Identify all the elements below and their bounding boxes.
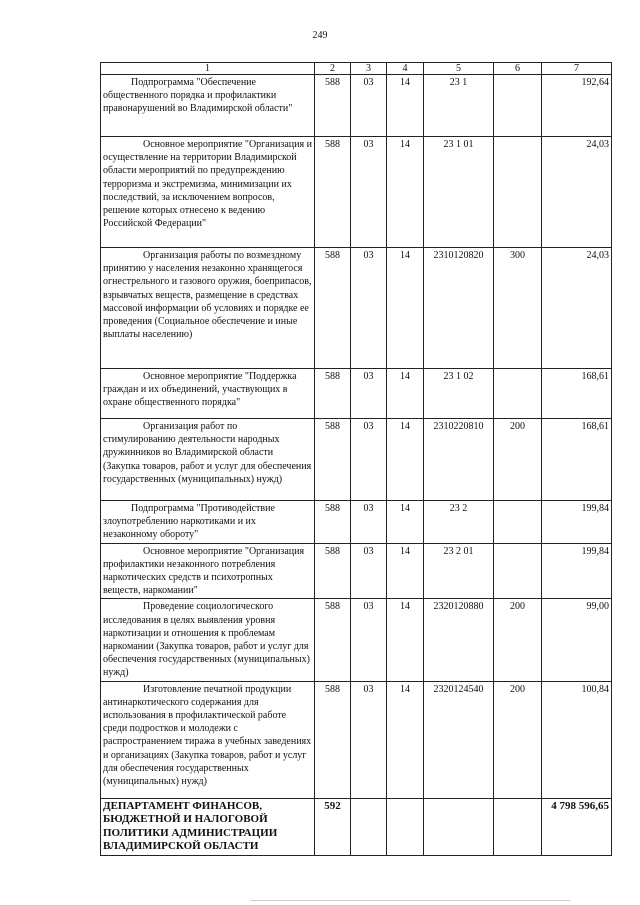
row-ministry: 588 xyxy=(315,137,351,248)
row-section: 03 xyxy=(351,137,387,248)
page-number: 249 xyxy=(312,30,328,41)
row-name: Организация работы по возмездному принятию у населения незаконно хранящегося огнестрельного и газового оружия, боеприпасов, взрывчатых веществ, размещение в средствах массовой информации об условиях и порядке ее проведения (Социальное обеспечение и иные выплаты населению) xyxy=(101,248,315,369)
row-expense-type: 300 xyxy=(494,248,542,369)
row-section: 03 xyxy=(351,75,387,137)
row-expense-type xyxy=(494,137,542,248)
row-amount: 168,61 xyxy=(542,419,612,501)
row-name: Проведение социологического исследования в целях выявления уровня наркотизации и отношения к проблемам наркомании (Закупка товаров, работ и услуг для обеспечения государственных (муниципальных) нужд) xyxy=(101,599,315,681)
header-col-5: 5 xyxy=(424,63,494,75)
header-col-3: 3 xyxy=(351,63,387,75)
header-col-6: 6 xyxy=(494,63,542,75)
header-col-7: 7 xyxy=(542,63,612,75)
row-subsection: 14 xyxy=(387,543,424,599)
row-amount: 24,03 xyxy=(542,137,612,248)
row-subsection: 14 xyxy=(387,75,424,137)
row-expense-type: 200 xyxy=(494,681,542,798)
header-col-2: 2 xyxy=(315,63,351,75)
row-ministry: 588 xyxy=(315,248,351,369)
row-section: 03 xyxy=(351,419,387,501)
row-target: 23 1 01 xyxy=(424,137,494,248)
table-row xyxy=(101,599,612,681)
table-row xyxy=(101,543,612,599)
row-expense-type: 200 xyxy=(494,599,542,681)
row-amount: 168,61 xyxy=(542,369,612,419)
row-name: Подпрограмма "Обеспечение общественного порядка и профилактики правонарушений во Владимирской области" xyxy=(101,75,315,137)
row-section: 03 xyxy=(351,369,387,419)
row-section: 03 xyxy=(351,248,387,369)
row-subsection: 14 xyxy=(387,369,424,419)
budget-table xyxy=(100,62,612,856)
row-target xyxy=(424,798,494,855)
row-target: 2320124540 xyxy=(424,681,494,798)
row-section: 03 xyxy=(351,681,387,798)
header-col-1: 1 xyxy=(101,63,315,75)
row-ministry: 588 xyxy=(315,369,351,419)
row-section xyxy=(351,798,387,855)
table-row xyxy=(101,369,612,419)
row-amount: 199,84 xyxy=(542,543,612,599)
row-target: 23 1 xyxy=(424,75,494,137)
row-amount: 4 798 596,65 xyxy=(542,798,612,855)
row-name: Изготовление печатной продукции антинаркотического содержания для использования в профилактической работе среди подростков и молодежи с распространением тиража в учебных заведениях и организациях (Закупка товаров, работ и услуг для обеспечения государственных (муниципальных) нужд) xyxy=(101,681,315,798)
row-subsection: 14 xyxy=(387,248,424,369)
row-expense-type xyxy=(494,75,542,137)
table-row-department xyxy=(101,798,612,855)
row-expense-type: 200 xyxy=(494,419,542,501)
row-subsection: 14 xyxy=(387,419,424,501)
row-name: Основное мероприятие "Организация профилактики незаконного потребления наркотических средств и психотропных веществ, наркомании" xyxy=(101,543,315,599)
row-section: 03 xyxy=(351,599,387,681)
table-row xyxy=(101,248,612,369)
table-row xyxy=(101,501,612,544)
row-amount: 24,03 xyxy=(542,248,612,369)
row-ministry: 588 xyxy=(315,75,351,137)
row-target: 23 1 02 xyxy=(424,369,494,419)
row-section: 03 xyxy=(351,543,387,599)
header-row xyxy=(101,63,612,75)
row-name: Основное мероприятие "Поддержка граждан и их объединений, участвующих в охране общественного порядка" xyxy=(101,369,315,419)
row-expense-type xyxy=(494,798,542,855)
row-ministry: 588 xyxy=(315,419,351,501)
row-expense-type xyxy=(494,369,542,419)
row-subsection: 14 xyxy=(387,681,424,798)
row-subsection: 14 xyxy=(387,599,424,681)
header-col-4: 4 xyxy=(387,63,424,75)
row-expense-type xyxy=(494,543,542,599)
row-subsection xyxy=(387,798,424,855)
row-ministry: 592 xyxy=(315,798,351,855)
row-expense-type xyxy=(494,501,542,544)
row-section: 03 xyxy=(351,501,387,544)
row-name: Организация работ по стимулированию деятельности народных дружинников во Владимирской области (Закупка товаров, работ и услуг для обеспечения государственных (муниципальных) нужд) xyxy=(101,419,315,501)
row-subsection: 14 xyxy=(387,501,424,544)
row-name: ДЕПАРТАМЕНТ ФИНАНСОВ, БЮДЖЕТНОЙ И НАЛОГОВОЙ ПОЛИТИКИ АДМИНИСТРАЦИИ ВЛАДИМИРСКОЙ ОБЛАСТИ xyxy=(101,798,315,855)
row-name: Основное мероприятие "Организация и осуществление на территории Владимирской области мероприятий по предупреждению терроризма и экстремизма, минимизации их последствий, за исключением вопросов, решение которых отнесено к ведению Российской Федерации" xyxy=(101,137,315,248)
row-amount: 192,64 xyxy=(542,75,612,137)
row-target: 2310120820 xyxy=(424,248,494,369)
row-ministry: 588 xyxy=(315,681,351,798)
row-name: Подпрограмма "Противодействие злоупотреблению наркотиками и их незаконному обороту" xyxy=(101,501,315,544)
row-amount: 99,00 xyxy=(542,599,612,681)
row-target: 2320120880 xyxy=(424,599,494,681)
row-target: 23 2 01 xyxy=(424,543,494,599)
row-target: 23 2 xyxy=(424,501,494,544)
table-row xyxy=(101,419,612,501)
row-ministry: 588 xyxy=(315,501,351,544)
row-target: 2310220810 xyxy=(424,419,494,501)
scan-artifact-line xyxy=(250,900,570,901)
table-row xyxy=(101,681,612,798)
row-ministry: 588 xyxy=(315,599,351,681)
table-row xyxy=(101,137,612,248)
row-amount: 199,84 xyxy=(542,501,612,544)
row-amount: 100,84 xyxy=(542,681,612,798)
table-row xyxy=(101,75,612,137)
row-ministry: 588 xyxy=(315,543,351,599)
row-subsection: 14 xyxy=(387,137,424,248)
